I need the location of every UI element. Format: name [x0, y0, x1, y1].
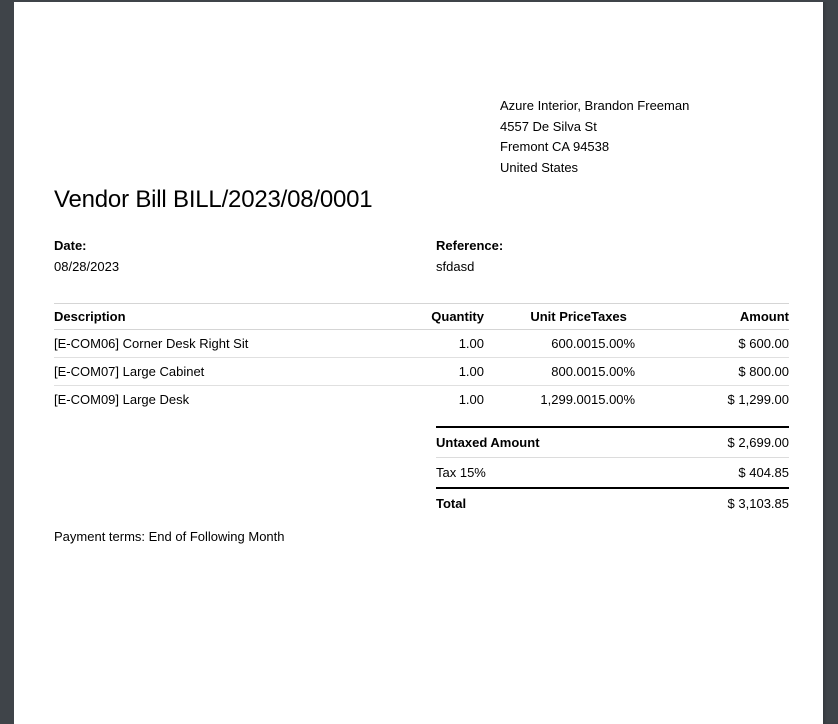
untaxed-amount-row [436, 426, 789, 457]
header-unit-price: Unit Price [484, 304, 591, 330]
vendor-address-block [500, 96, 789, 178]
viewer-frame-right [823, 0, 838, 724]
cell-amount: $ 800.00 [647, 358, 789, 386]
cell-description: [E-COM09] Large Desk [54, 392, 190, 407]
bill-info-section [54, 236, 789, 277]
bill-document-page [14, 2, 823, 724]
untaxed-amount-label: Untaxed Amount [436, 435, 540, 450]
vendor-country: United States [500, 159, 579, 175]
untaxed-amount-value: $ 2,699.00 [727, 435, 789, 450]
header-quantity: Quantity [420, 304, 484, 330]
table-row [54, 330, 789, 358]
cell-quantity: 1.00 [420, 330, 484, 358]
reference-field [436, 236, 789, 277]
cell-description: [E-COM07] Large Cabinet [54, 358, 420, 386]
cell-unit-price: 1,299.00 [540, 392, 591, 407]
header-taxes: Taxes [591, 304, 647, 330]
cell-amount: $ 1,299.00 [727, 392, 789, 407]
vendor-city-state-zip: Fremont CA 94538 [500, 139, 610, 154]
tax-value: $ 404.85 [738, 465, 789, 480]
header-amount: Amount [647, 304, 789, 330]
cell-quantity: 1.00 [458, 392, 484, 407]
tax-label: Tax 15% [436, 465, 486, 480]
vendor-name: Azure Interior, Brandon Freeman [500, 98, 690, 113]
document-content [14, 96, 823, 545]
date-value: 08/28/2023 [54, 258, 120, 274]
tax-row [436, 457, 789, 487]
viewer-frame-left [0, 0, 14, 724]
date-label: Date: [54, 238, 87, 253]
cell-taxes: 15.00% [591, 392, 636, 407]
reference-value: sfdasd [436, 258, 475, 274]
payment-terms: Payment terms: End of Following Month [54, 529, 285, 544]
cell-amount: $ 600.00 [647, 330, 789, 358]
cell-unit-price: 800.00 [484, 358, 591, 386]
line-items-table [54, 303, 789, 413]
total-value: $ 3,103.85 [727, 496, 789, 511]
total-row [436, 487, 789, 518]
table-row [54, 358, 789, 386]
totals-section [54, 426, 789, 518]
table-row [54, 386, 789, 414]
cell-unit-price: 600.00 [484, 330, 591, 358]
cell-taxes: 15.00% [591, 330, 647, 358]
vendor-street: 4557 De Silva St [500, 118, 597, 134]
header-description: Description [54, 304, 420, 330]
cell-quantity: 1.00 [420, 358, 484, 386]
table-header-row [54, 304, 789, 330]
date-field [54, 236, 436, 277]
reference-label: Reference: [436, 238, 504, 253]
totals-table [436, 426, 789, 518]
cell-taxes: 15.00% [591, 358, 647, 386]
cell-description: [E-COM06] Corner Desk Right Sit [54, 330, 420, 358]
document-title: Vendor Bill BILL/2023/08/0001 [54, 186, 373, 213]
totals-spacer [54, 426, 436, 518]
total-label: Total [436, 496, 467, 511]
